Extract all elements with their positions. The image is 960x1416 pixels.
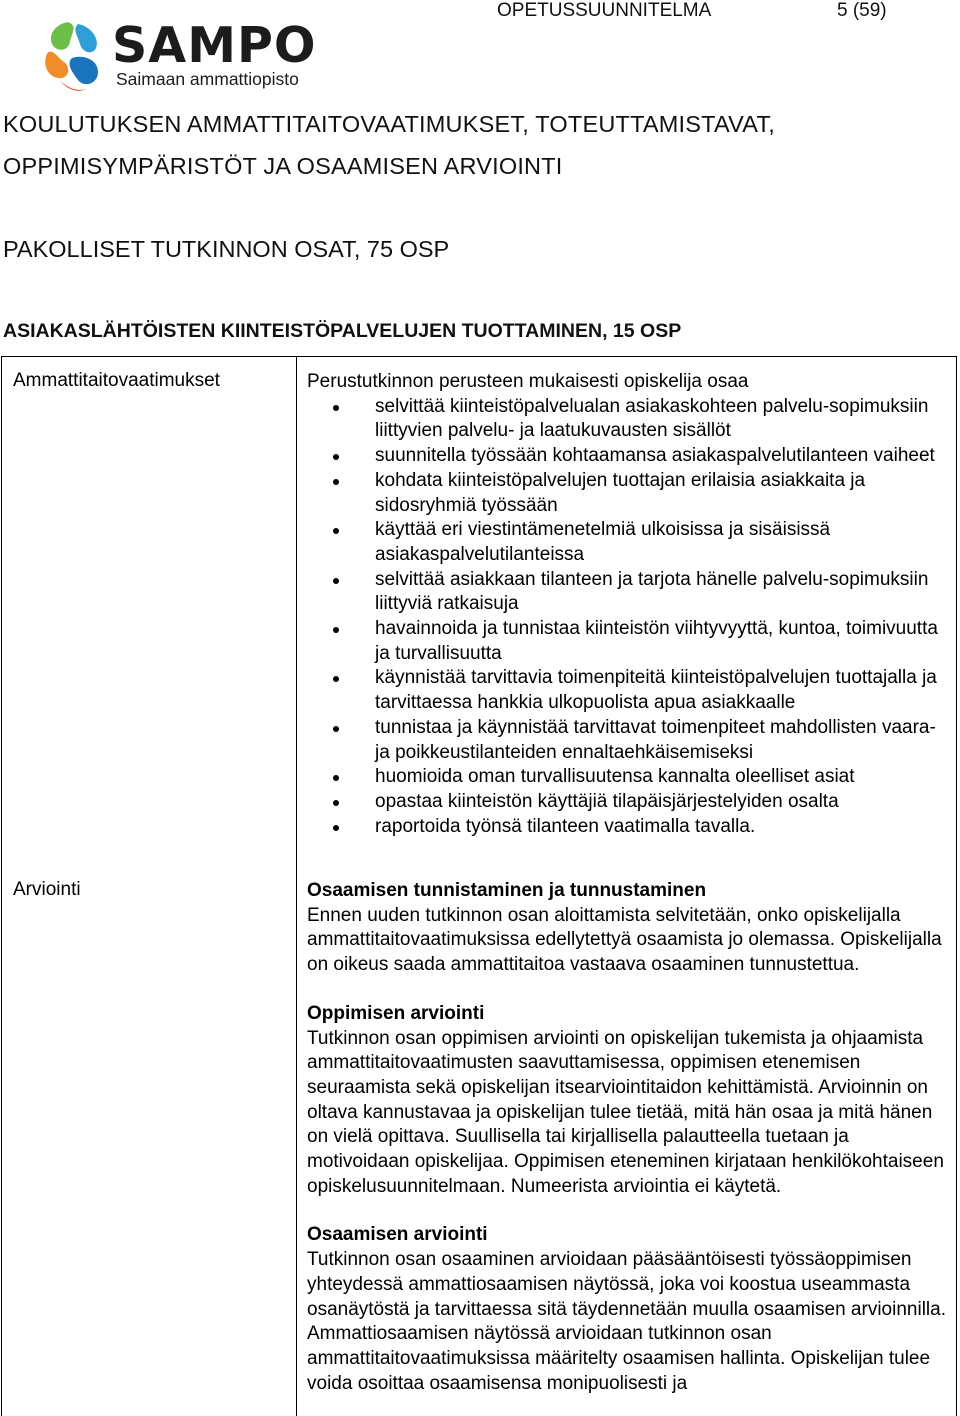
list-item	[307, 765, 947, 790]
bullet-icon	[333, 479, 339, 485]
bullet-icon	[333, 825, 339, 831]
page-title-line-1: KOULUTUKSEN AMMATTITAITOVAATIMUKSET, TOTEUTTAMISTAVAT,	[3, 111, 776, 137]
logo	[38, 17, 317, 96]
list-item-text: havainnoida ja tunnistaa kiinteistön viihtyvyyttä, kuntoa, toimivuutta ja turvallisuutta	[375, 618, 938, 664]
list-item-text: käynnistää tarvittavia toimenpiteitä kiinteistöpalvelujen tuottajalla ja tarvittaessa hankkia ulkopuolista apua asiakkaalle	[375, 667, 937, 714]
bullet-icon	[333, 528, 339, 534]
list-item-text: tunnistaa ja käynnistää tarvittavat toimenpiteet mahdollisten vaara- ja poikkeustilanteiden ennaltaehkäisemiseksi	[375, 716, 936, 763]
bullet-icon	[333, 775, 339, 781]
page-title-line-2: OPPIMISYMPÄRISTÖT JA OSAAMISEN ARVIOINTI	[3, 153, 563, 179]
logo-tagline: Saimaan ammattiopisto	[116, 69, 299, 89]
list-item-text: selvittää asiakkaan tilanteen ja tarjota hänelle palvelu-sopimuksiin liittyviä ratkaisuja	[375, 568, 929, 615]
block-heading: Osaamisen arviointi	[307, 1224, 488, 1246]
document-type: OPETUSSUUNNITELMA	[497, 0, 712, 21]
list-item-text: selvittää kiinteistöpalvelualan asiakaskohteen palvelu-sopimuksiin liittyvien palvelu- ja laatukuvausten sisällöt	[375, 395, 929, 442]
bullet-icon	[333, 726, 339, 732]
page-number: 5 (59)	[837, 0, 887, 21]
block-text: Tutkinnon osan oppimisen arviointi on opiskelijan tukemista ja ohjaamista ammattitaitovaatimusten saavuttamisessa, oppimisen etenemisen seuraamista sekä opiskelijan itsearviointitaidon kehittämistä. Arvioinnin on oltava kannustavaa ja opiskelijan tulee tietää, mitä hän osaa ja mitä hänen on vielä opittava. Suullisella tai kirjallisella palautteella tuetaan ja motivoidaan opiskelijaa. Oppimisen eteneminen kirjataan henkilökohtaiseen opiskelusuunnitelmaan. Numeerista arviointia ei käytetä.	[307, 1027, 944, 1197]
block-heading: Oppimisen arviointi	[307, 1002, 485, 1024]
section-title: ASIAKASLÄHTÖISTEN KIINTEISTÖPALVELUJEN TUOTTAMINEN, 15 OSP	[3, 320, 682, 342]
logo-mark-icon	[38, 18, 106, 96]
column-divider	[296, 356, 297, 1416]
list-item	[307, 568, 947, 617]
list-item	[307, 395, 947, 444]
assessment-block-learning	[307, 1002, 947, 1200]
list-item	[307, 469, 947, 518]
assessment-block-competence	[307, 1223, 947, 1396]
list-item	[307, 617, 947, 666]
list-item	[307, 815, 947, 840]
logo-wordmark: SAMPO	[112, 17, 317, 74]
block-text: Ennen uuden tutkinnon osan aloittamista selvitetään, onko opiskelijalla ammattitaitovaatimuksissa edellytettyä osaamista jo olemassa. Opiskelijalla on oikeus saada ammattitaitoa vastaava osaaminen tunnustettua.	[307, 904, 942, 976]
page-subtitle: PAKOLLISET TUTKINNON OSAT, 75 OSP	[3, 236, 450, 262]
list-item-text: käyttää eri viestintämenetelmiä ulkoisissa ja sisäisissä asiakaspalvelutilanteissa	[375, 519, 831, 565]
list-item-text: kohdata kiinteistöpalvelujen tuottajan erilaisia asiakkaita ja sidosryhmiä työssään	[375, 469, 866, 516]
requirements-content	[307, 370, 947, 839]
requirements-list	[307, 395, 947, 840]
list-item-text: opastaa kiinteistön käyttäjiä tilapäisjärjestelyiden osalta	[375, 790, 839, 812]
bullet-icon	[333, 800, 339, 806]
block-text: Tutkinnon osan osaaminen arvioidaan pääsääntöisesti työssäoppimisen yhteydessä ammattiosaamisen näytössä, joka voi koostua useammasta osanäytöstä ja tarvittaessa sitä täydennetään muulla osaamisen arvioinnilla. Ammattiosaamisen näytössä arvioidaan tutkinnon osan ammattitaitovaatimuksissa määritelty osaamisen hallinta. Opiskelijan tulee voida osoittaa osaamisensa monipuolisesti ja	[307, 1249, 946, 1394]
list-item	[307, 790, 947, 815]
list-item	[307, 444, 947, 469]
list-item	[307, 716, 947, 765]
assessment-content	[307, 879, 947, 1396]
bullet-icon	[333, 578, 339, 584]
list-item-text: raportoida työnsä tilanteen vaatimalla tavalla.	[375, 815, 756, 837]
row-label-requirements: Ammattitaitovaatimukset	[13, 370, 220, 391]
row-label-assessment: Arviointi	[13, 879, 81, 900]
bullet-icon	[333, 676, 339, 682]
block-heading: Osaamisen tunnistaminen ja tunnustaminen	[307, 880, 707, 901]
bullet-icon	[333, 405, 339, 411]
requirements-intro: Perustutkinnon perusteen mukaisesti opiskelija osaa	[307, 371, 749, 392]
assessment-block-recognition	[307, 879, 947, 978]
list-item-text: suunnitella työssään kohtaamansa asiakaspalvelutilanteen vaiheet	[375, 445, 935, 467]
bullet-icon	[333, 627, 339, 633]
list-item	[307, 518, 947, 567]
bullet-icon	[333, 454, 339, 460]
list-item	[307, 666, 947, 715]
list-item-text: huomioida oman turvallisuutensa kannalta oleelliset asiat	[375, 766, 855, 788]
